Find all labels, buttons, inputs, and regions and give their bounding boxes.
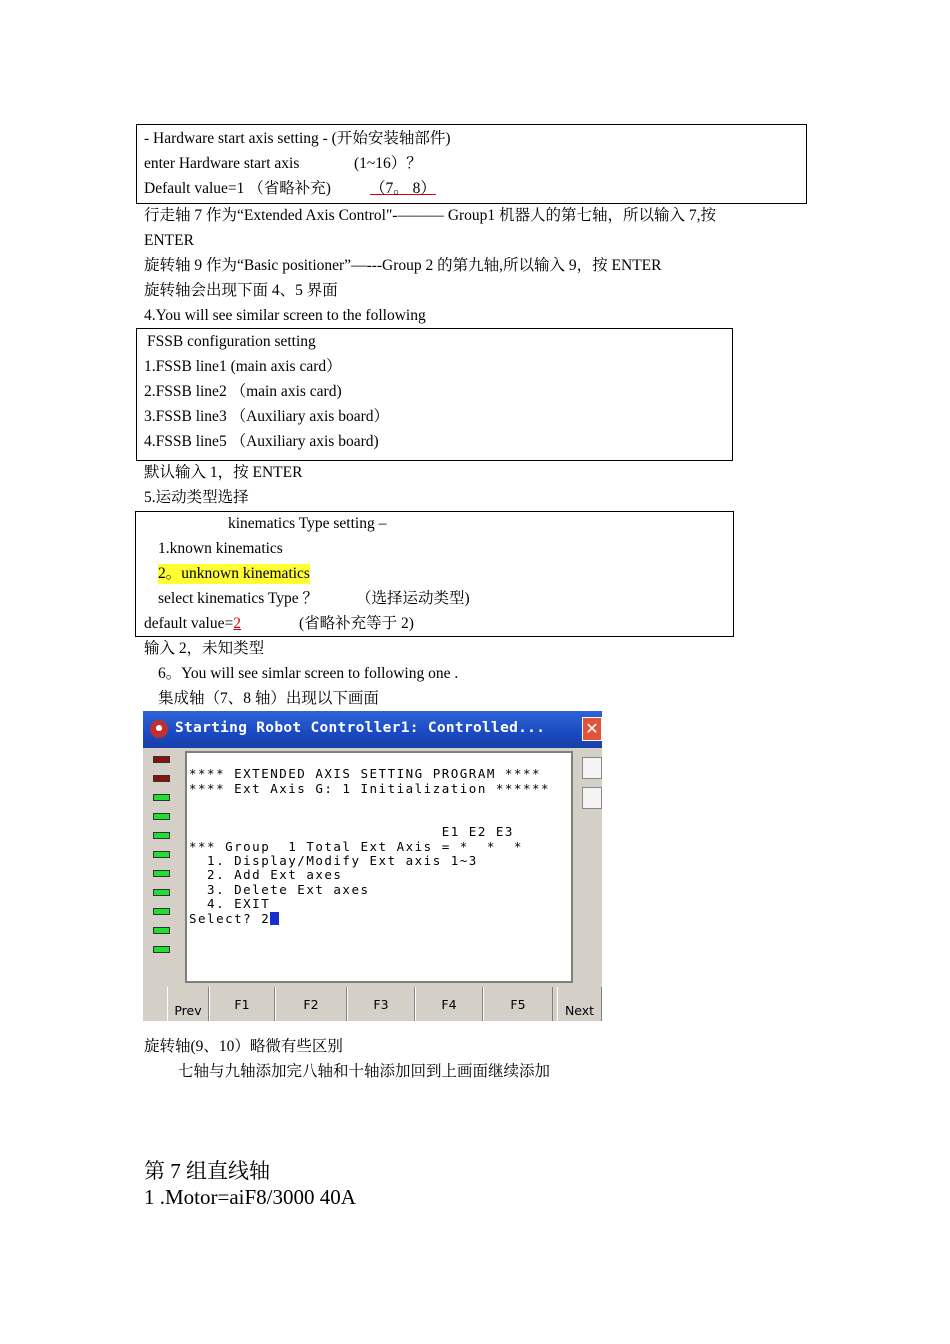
text-cursor [270, 912, 279, 925]
screen-line-6: 2. Add Ext axes [189, 867, 343, 882]
fssb-item-3: 3.FSSB line3 （Auxiliary axis board） [144, 408, 389, 425]
kin-default [144, 614, 241, 634]
led-green-6 [153, 889, 170, 896]
para2: 旋转轴 9 作为“Basic positioner”—---Group 2 的第九轴,所以输入 9，按 ENTER [144, 257, 662, 274]
para7: 输入 2，未知类型 [144, 640, 265, 657]
para1-line2: ENTER [144, 232, 194, 249]
fssb-item-1: 1.FSSB line1 (main axis card） [144, 358, 342, 375]
keyboard-icon[interactable] [582, 787, 602, 809]
section-heading: 第 7 组直线轴 [144, 1159, 270, 1183]
screen-line-5: 1. Display/Modify Ext axis 1~3 [189, 853, 478, 868]
led-green-7 [153, 908, 170, 915]
f1-key-label: F1 [234, 997, 250, 1012]
led-green-8 [153, 927, 170, 934]
window-title: Starting Robot Controller1: Controlled... [175, 720, 546, 736]
f4-key[interactable] [415, 987, 483, 1021]
box1-line2a: enter Hardware start axis [144, 155, 300, 172]
screen-line-4: *** Group 1 Total Ext Axis = * * * [189, 839, 523, 854]
robot-controller-screenshot [143, 711, 602, 1021]
next-key-label: Next [564, 1003, 595, 1018]
f5-key-label: F5 [510, 997, 526, 1012]
kin-default-value: 2 [233, 615, 241, 632]
f4-key-label: F4 [441, 997, 457, 1012]
screen-line-8: 4. EXIT [189, 896, 271, 911]
led-red-2 [153, 775, 170, 782]
kin-default-label: default value= [144, 615, 234, 632]
para5: 默认输入 1，按 ENTER [144, 464, 303, 481]
screen-line-2: **** Ext Axis G: 1 Initialization ****** [189, 781, 551, 796]
para10: 旋转轴(9、10）略微有些区别 [144, 1038, 343, 1055]
led-green-5 [153, 870, 170, 877]
box1-line3a: Default value=1 （省略补充) [144, 180, 331, 197]
led-red-1 [153, 756, 170, 763]
grid-icon[interactable] [582, 757, 602, 779]
teach-pendant-screen [185, 751, 573, 983]
kin-item-1: 1.known kinematics [158, 540, 283, 557]
box1-line3b: （7。 8） [370, 180, 436, 197]
para4: 4.You will see similar screen to the following [144, 307, 426, 324]
screen-line-3: E1 E2 E3 [189, 824, 514, 839]
para8: 6。You will see simlar screen to following one . [158, 665, 459, 682]
close-icon[interactable]: ✕ [582, 717, 602, 741]
screen-prompt[interactable] [189, 912, 279, 926]
kin-select-a: select kinematics Type ？ [158, 590, 319, 607]
prompt-text: Select? 2 [189, 911, 271, 926]
status-led-column [143, 748, 183, 988]
led-green-4 [153, 851, 170, 858]
f3-key[interactable] [347, 987, 415, 1021]
kin-item-2: 2。unknown kinematics [158, 565, 310, 582]
app-icon [150, 720, 168, 738]
f5-key[interactable] [483, 987, 553, 1021]
para9: 集成轴（7、8 轴）出现以下画面 [158, 690, 379, 707]
next-key[interactable] [557, 987, 602, 1021]
box1-line2b: (1~16）？ [354, 155, 422, 172]
led-green-2 [153, 813, 170, 820]
f3-key-label: F3 [373, 997, 389, 1012]
function-key-bar [143, 987, 602, 1021]
box1-line1: - Hardware start axis setting - (开始安装轴部件) [144, 130, 451, 147]
motor-spec: 1 .Motor=aiF8/3000 40A [144, 1185, 356, 1209]
led-green-9 [153, 946, 170, 953]
fssb-title: FSSB configuration setting [147, 333, 316, 350]
kin-title: kinematics Type setting – [228, 515, 387, 532]
fssb-item-4: 4.FSSB line5 （Auxiliary axis board) [144, 433, 379, 450]
para6: 5.运动类型选择 [144, 489, 249, 506]
led-green-1 [153, 794, 170, 801]
f1-key[interactable] [209, 987, 275, 1021]
para1-line1: 行走轴 7 作为“Extended Axis Control"-——— Group1 机器人的第七轴，所以输入 7,按 [144, 207, 717, 224]
window-titlebar [143, 711, 602, 748]
prev-key-label: Prev [174, 1003, 202, 1018]
fssb-item-2: 2.FSSB line2 （main axis card) [144, 383, 342, 400]
screen-line-1: **** EXTENDED AXIS SETTING PROGRAM **** [189, 766, 541, 781]
screen-line-7: 3. Delete Ext axes [189, 882, 370, 897]
f2-key-label: F2 [303, 997, 319, 1012]
f2-key[interactable] [275, 987, 347, 1021]
prev-key[interactable] [167, 987, 209, 1021]
para11: 七轴与九轴添加完八轴和十轴添加回到上画面继续添加 [178, 1063, 551, 1080]
para3: 旋转轴会出现下面 4、5 界面 [144, 282, 338, 299]
kin-default-b: (省略补充等于 2) [299, 615, 414, 632]
led-green-3 [153, 832, 170, 839]
kin-select-b: （选择运动类型) [356, 590, 470, 607]
